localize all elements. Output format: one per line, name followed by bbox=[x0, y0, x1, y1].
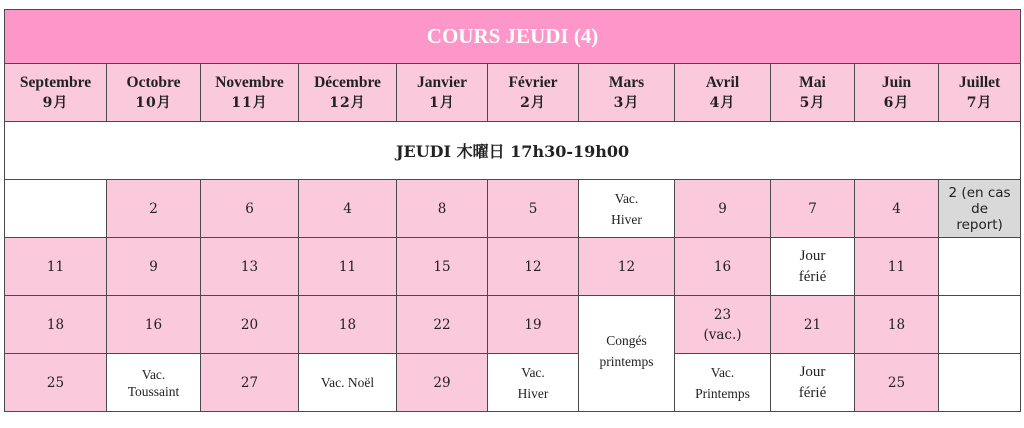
date-cell: 18 bbox=[855, 296, 939, 354]
month-number: 12月 bbox=[329, 94, 366, 111]
month-name: Janvier bbox=[417, 73, 467, 91]
empty-cell bbox=[939, 354, 1021, 412]
holiday-cell: Jour férié bbox=[771, 354, 855, 412]
month-name: Avril bbox=[705, 73, 740, 91]
date-cell: 6 bbox=[201, 180, 299, 238]
month-header-july bbox=[939, 64, 1021, 122]
date-cell: 4 bbox=[299, 180, 397, 238]
month-number: 3月 bbox=[613, 94, 640, 111]
schedule-banner: JEUDI 木曜日 17h30-19h00 bbox=[5, 122, 1021, 180]
month-name: Novembre bbox=[215, 73, 284, 91]
month-header-october bbox=[107, 64, 201, 122]
month-header-january bbox=[397, 64, 488, 122]
month-header-march bbox=[579, 64, 675, 122]
month-header-december bbox=[299, 64, 397, 122]
holiday-cell: Jour férié bbox=[771, 238, 855, 296]
date-cell: 7 bbox=[771, 180, 855, 238]
month-number: 2月 bbox=[520, 94, 546, 111]
date-cell: 16 bbox=[107, 296, 201, 354]
date-cell: 4 bbox=[855, 180, 939, 238]
date-cell: 11 bbox=[855, 238, 939, 296]
month-number: 5月 bbox=[799, 94, 826, 111]
holiday-cell: Vac. Hiver bbox=[579, 180, 675, 238]
holiday-cell: Vac. Printemps bbox=[675, 354, 771, 412]
date-cell: 29 bbox=[397, 354, 488, 412]
date-cell: 16 bbox=[675, 238, 771, 296]
date-cell: 12 bbox=[579, 238, 675, 296]
date-cell: 20 bbox=[201, 296, 299, 354]
month-header-november bbox=[201, 64, 299, 122]
month-number: 7月 bbox=[966, 94, 993, 111]
month-number: 9月 bbox=[42, 94, 69, 111]
month-name: Mars bbox=[608, 73, 645, 91]
date-cell: 8 bbox=[397, 180, 488, 238]
date-cell: 18 bbox=[5, 296, 107, 354]
month-name: Juin bbox=[881, 73, 912, 91]
date-cell: 25 bbox=[855, 354, 939, 412]
date-cell: 13 bbox=[201, 238, 299, 296]
date-cell: 5 bbox=[488, 180, 579, 238]
date-cell: 15 bbox=[397, 238, 488, 296]
month-name: Décembre bbox=[314, 73, 381, 91]
date-cell: 12 bbox=[488, 238, 579, 296]
date-cell: 23 (vac.) bbox=[675, 296, 771, 354]
calendar-sheet bbox=[4, 9, 1020, 419]
date-cell: 11 bbox=[299, 238, 397, 296]
month-header-april bbox=[675, 64, 771, 122]
date-cell: 2 bbox=[107, 180, 201, 238]
month-header-may bbox=[771, 64, 855, 122]
holiday-cell: Congés printemps bbox=[579, 296, 675, 412]
month-header-february bbox=[488, 64, 579, 122]
month-number: 11月 bbox=[231, 94, 268, 111]
month-number: 10月 bbox=[135, 94, 172, 111]
date-cell: 18 bbox=[299, 296, 397, 354]
date-cell: 9 bbox=[107, 238, 201, 296]
date-cell: 21 bbox=[771, 296, 855, 354]
date-cell: 22 bbox=[397, 296, 488, 354]
makeup-date-cell: 2 (en cas de report) bbox=[939, 180, 1021, 238]
month-number: 1月 bbox=[429, 94, 455, 111]
holiday-cell: Vac. Hiver bbox=[488, 354, 579, 412]
month-header-september bbox=[5, 64, 107, 122]
month-name: Février bbox=[508, 73, 558, 91]
table-title: COURS JEUDI (4) bbox=[5, 10, 1021, 64]
month-number: 4月 bbox=[709, 94, 736, 111]
date-cell bbox=[5, 180, 107, 238]
empty-cell bbox=[939, 296, 1021, 354]
date-cell: 11 bbox=[5, 238, 107, 296]
month-name: Juillet bbox=[958, 73, 1001, 91]
holiday-cell: Vac. Noël bbox=[299, 354, 397, 412]
schedule-table bbox=[4, 9, 1021, 412]
month-name: Septembre bbox=[19, 73, 92, 91]
holiday-cell: Vac. Toussaint bbox=[107, 354, 201, 412]
month-header-june bbox=[855, 64, 939, 122]
month-number: 6月 bbox=[883, 94, 910, 111]
empty-cell bbox=[939, 238, 1021, 296]
date-cell: 19 bbox=[488, 296, 579, 354]
month-name: Mai bbox=[799, 73, 826, 91]
month-name: Octobre bbox=[126, 73, 181, 91]
date-cell: 9 bbox=[675, 180, 771, 238]
date-cell: 25 bbox=[5, 354, 107, 412]
date-cell: 27 bbox=[201, 354, 299, 412]
